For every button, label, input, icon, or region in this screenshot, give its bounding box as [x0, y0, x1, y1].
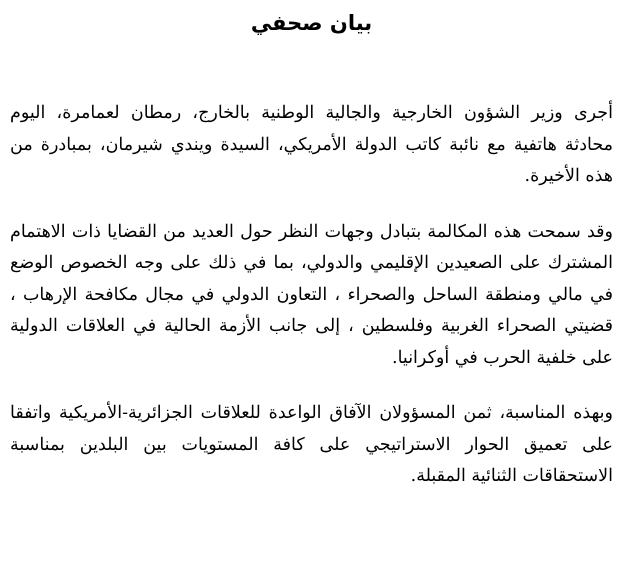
paragraph-1: أجرى وزير الشؤون الخارجية والجالية الوطنية بالخارج، رمطان لعمامرة، اليوم محادثة هاتفية مع نائبة كاتب الدولة الأمريكي، السيدة ويندي شيرمان، بمبادرة من هذه الأخيرة. [10, 103, 613, 186]
press-release-document [0, 10, 627, 493]
paragraph-3: وبهذه المناسبة، ثمن المسؤولان الآفاق الواعدة للعلاقات الجزائرية-الأمريكية واتفقا على تعميق الحوار الاستراتيجي على كافة المستويات بين البلدين بمناسبة الاستحقاقات الثنائية المقبلة. [10, 403, 613, 486]
document-title: بيان صحفي [250, 11, 373, 35]
paragraph-2: وقد سمحت هذه المكالمة بتبادل وجهات النظر حول العديد من القضايا ذات الاهتمام المشترك على الصعيدين الإقليمي والدولي، بما في ذلك على وجه الخصوص الوضع في مالي ومنطقة الساحل والصحراء ، التعاون الدولي في مجال مكافحة الإرهاب ، قضيتي الصحراء الغربية وفلسطين ، إلى جانب الأزمة الحالية في العلاقات الدولية على خلفية الحرب في أوكرانيا. [10, 221, 613, 368]
